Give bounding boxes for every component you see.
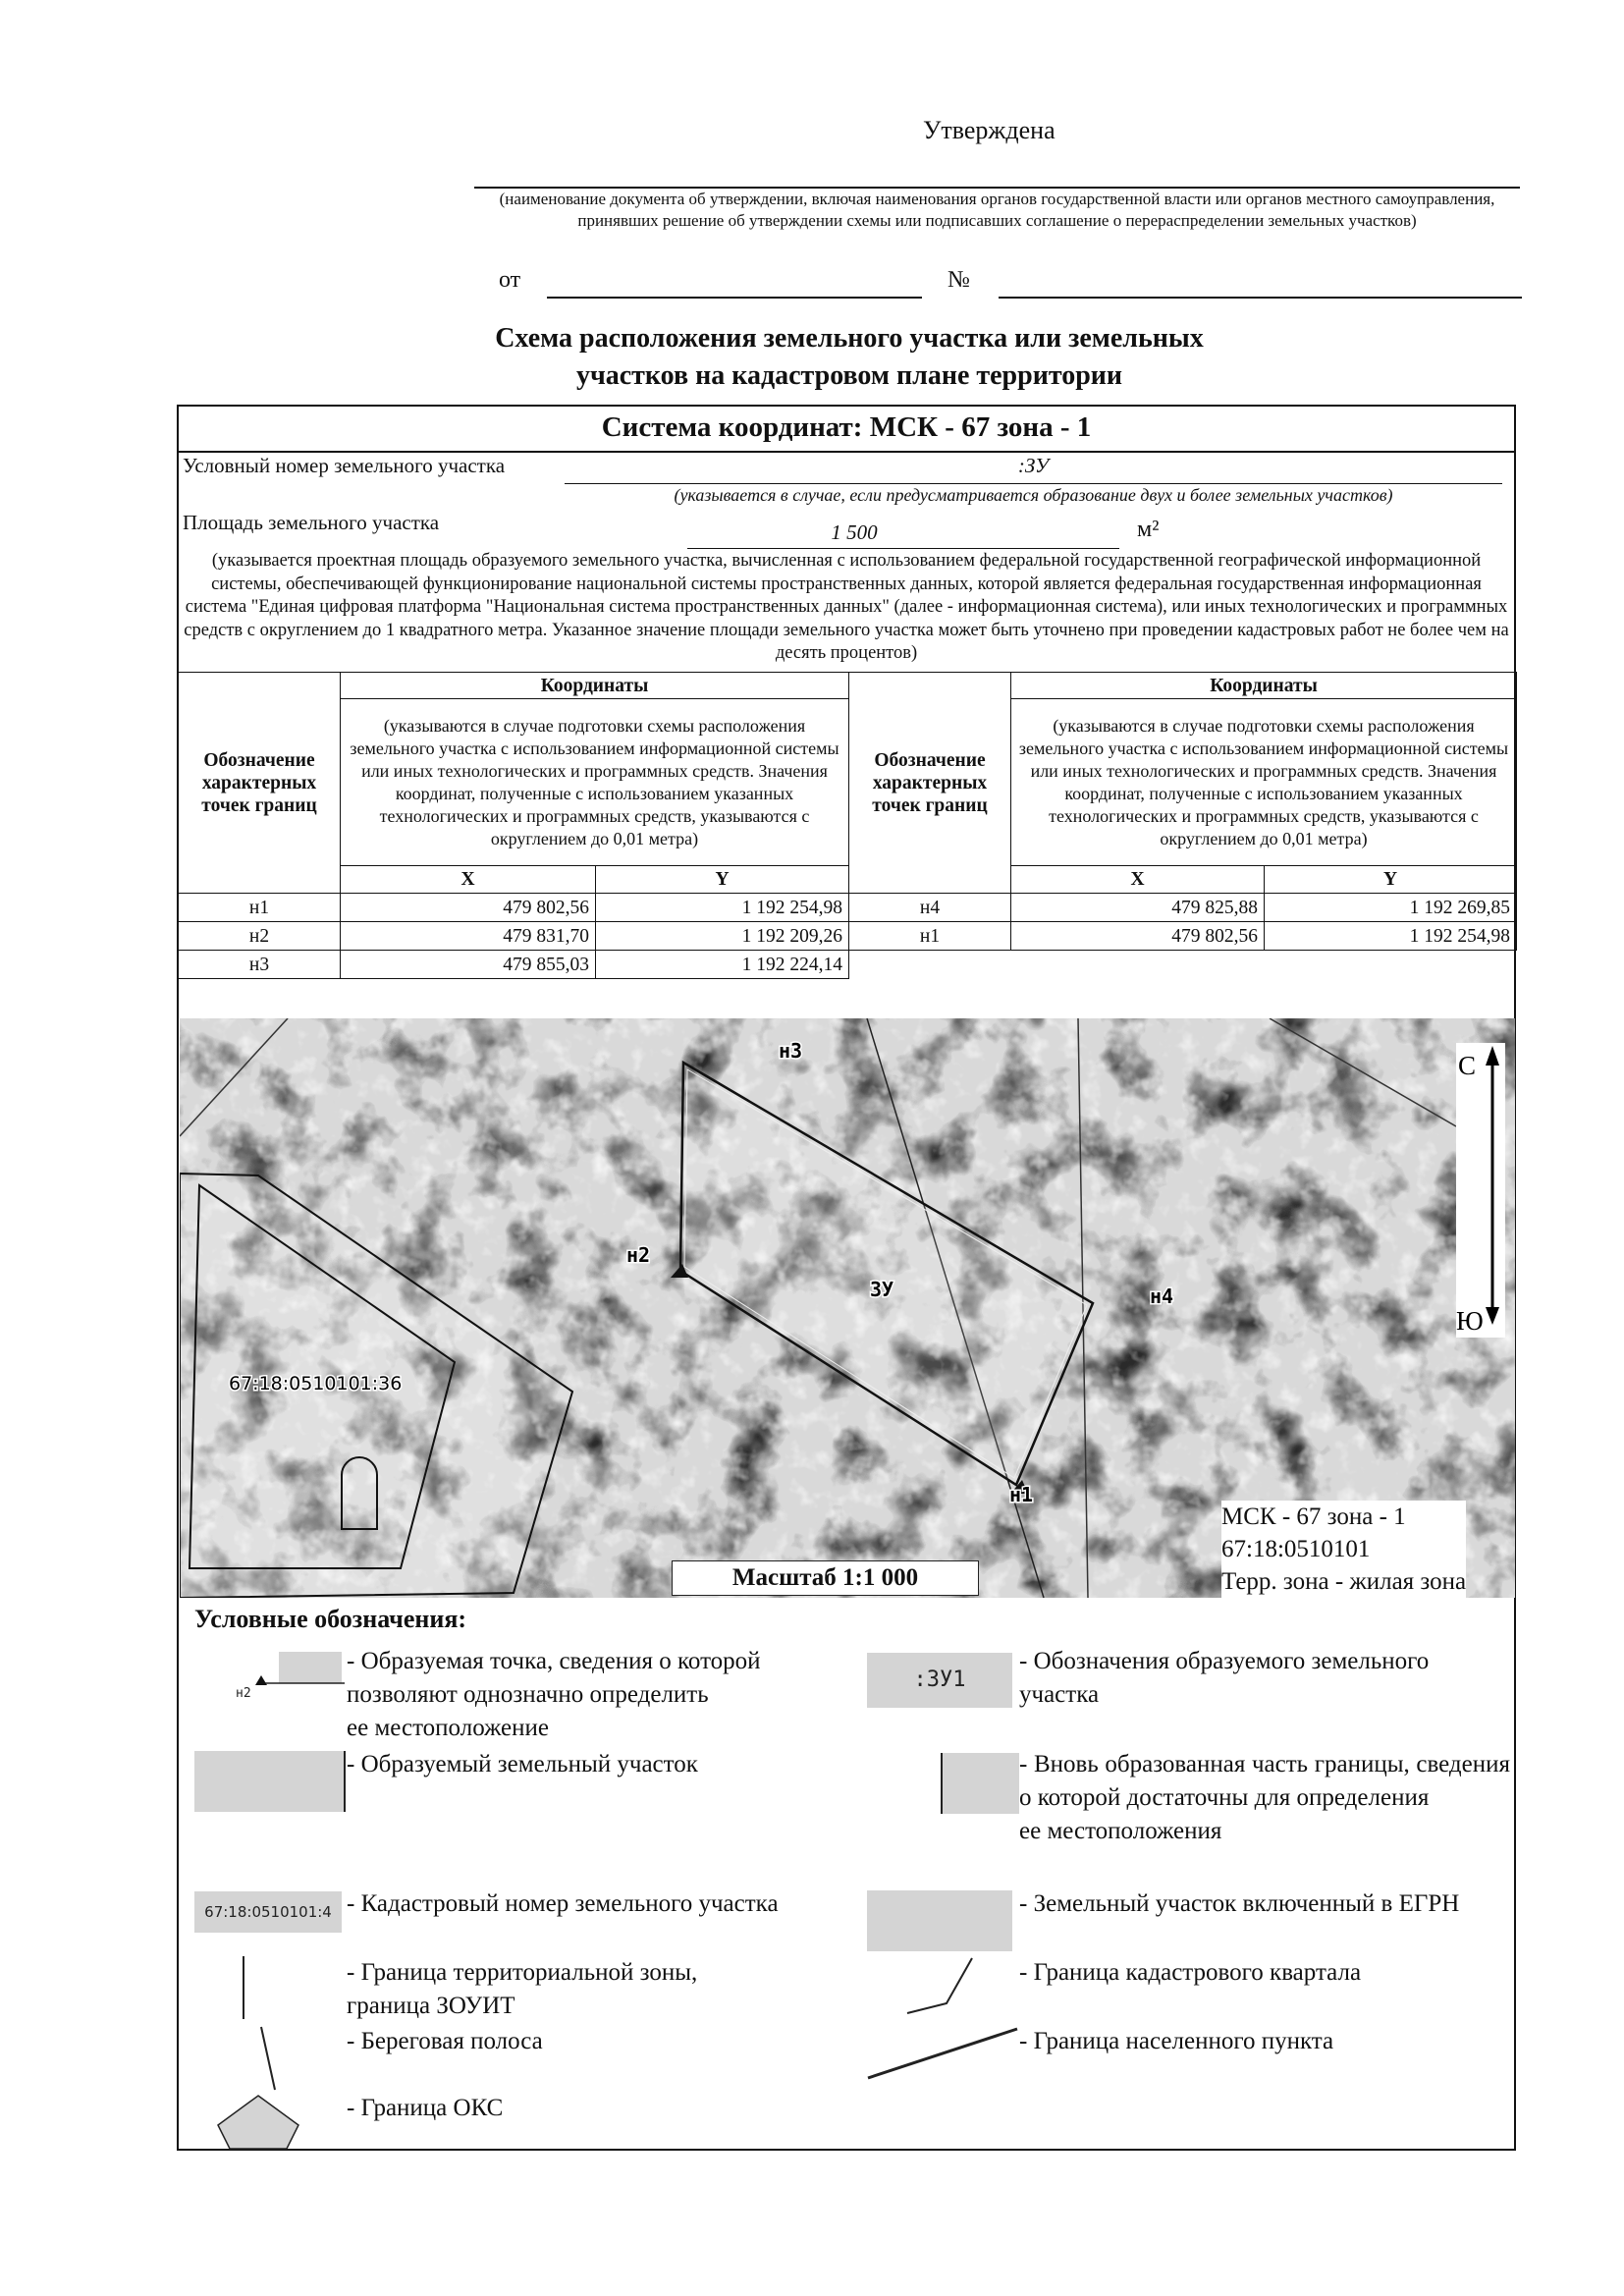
legend-cadastral-swatch: 67:18:0510101:4 — [194, 1891, 342, 1933]
legend-new-border-text-2: ее местоположения — [1019, 1818, 1222, 1844]
point-label-n1: н1 — [1009, 1483, 1034, 1506]
point-cell: н4 — [849, 894, 1011, 922]
legend-designation-text-1: - Обозначения образуемого земельного — [1019, 1648, 1430, 1674]
coords-note: (указываются в случае подготовки схемы расположения земельного участка с использованием информационной системы или иных технологических и программных средств. Значения координат, полученные с использованием указанных технологических и программных средств, указываются с округлением до 0,01 метра) — [1011, 699, 1517, 866]
legend-point-text-2: позволяют однозначно определить — [347, 1681, 709, 1708]
coords-header: Координаты — [341, 673, 849, 699]
y-cell: 1 192 254,98 — [1265, 922, 1517, 951]
north-label: С — [1458, 1051, 1477, 1080]
legend-shore-sample — [257, 2025, 287, 2094]
table-row — [849, 922, 1517, 951]
x-header: X — [1011, 866, 1265, 894]
coordinate-system-title: Система координат: МСК - 67 зона - 1 — [601, 411, 1092, 443]
legend-oks-text: - Граница ОКС — [347, 2095, 504, 2121]
point-cell: н2 — [179, 922, 341, 951]
divider — [179, 451, 1514, 453]
legend-point-sample — [232, 1650, 350, 1699]
map-scale: Масштаб 1:1 000 — [672, 1560, 979, 1596]
conditional-number-note: (указывается в случае, если предусматривается образование двух и более земельных участков) — [674, 485, 1393, 505]
y-cell: 1 192 269,85 — [1265, 894, 1517, 922]
area-line — [687, 548, 1119, 549]
from-label: от — [499, 267, 521, 293]
conditional-number-line — [565, 483, 1502, 484]
parcel-label-zu: ЗУ — [870, 1278, 894, 1301]
point-cell: н1 — [179, 894, 341, 922]
point-header: Обозначение характерных точек границ — [179, 673, 341, 894]
point-header: Обозначение характерных точек границ — [849, 673, 1011, 894]
legend-shore-text: - Береговая полоса — [347, 2028, 543, 2054]
approval-note: (наименование документа об утверждении, включая наименования органов государственной власти или органов местного самоуправления, принявших решение об утверждении схемы или подписавших соглашение о перераспределении земельных участков) — [499, 190, 1495, 230]
x-cell: 479 831,70 — [341, 922, 596, 951]
coords-header: Координаты — [1011, 673, 1517, 699]
table-row — [179, 951, 849, 979]
x-header: X — [341, 866, 596, 894]
table-row — [179, 922, 849, 951]
point-label-n2: н2 — [626, 1243, 651, 1267]
point-label-n3: н3 — [779, 1039, 803, 1063]
legend-egrn-swatch — [867, 1890, 1012, 1951]
point-cell: н1 — [849, 922, 1011, 951]
legend-designation-swatch: :ЗУ1 — [867, 1653, 1012, 1708]
area-label: Площадь земельного участка — [183, 511, 440, 534]
legend-oks-shape — [218, 2096, 298, 2149]
legend-cadastral-text: - Кадастровый номер земельного участка — [347, 1890, 779, 1917]
approved-label: Утверждена — [923, 116, 1056, 144]
legend-egrn-text: - Земельный участок включенный в ЕГРН — [1019, 1890, 1460, 1917]
x-cell: 479 825,88 — [1011, 894, 1265, 922]
x-cell: 479 855,03 — [341, 951, 596, 979]
legend-point-label: н2 — [236, 1686, 251, 1699]
legend-new-border-text-1: - Вновь образованная часть границы, сведения о которой достаточны для определения — [1019, 1751, 1510, 1811]
legend-terr-zone-text — [347, 1956, 838, 2023]
y-header: Y — [1265, 866, 1517, 894]
legend-new-border-swatch — [941, 1753, 1019, 1814]
title-line-1: Схема расположения земельного участка или земельных — [495, 323, 1204, 354]
legend-designation-text-2: участка — [1019, 1681, 1100, 1708]
x-cell: 479 802,56 — [341, 894, 596, 922]
number-label: № — [947, 267, 970, 293]
coords-table-right — [848, 672, 1517, 951]
map-info-quarter: 67:18:0510101 — [1221, 1536, 1371, 1562]
legend-terr-zone-text-1: - Граница территориальной зоны, — [347, 1959, 698, 1986]
document-title — [324, 320, 1375, 395]
date-line — [547, 297, 922, 299]
legend-quarter-sample — [903, 1954, 982, 2017]
legend-point-marker — [255, 1675, 267, 1685]
legend-settlement-line — [868, 2029, 1017, 2078]
legend-oks-sample — [214, 2094, 302, 2151]
map-info-zone: Терр. зона - жилая зона — [1221, 1568, 1467, 1595]
legend-new-border-text — [1019, 1748, 1510, 1848]
legend-settlement-text: - Граница населенного пункта — [1019, 2028, 1334, 2054]
y-header: Y — [596, 866, 849, 894]
number-line — [999, 297, 1522, 299]
legend-terr-zone-text-2: граница ЗОУИТ — [347, 1993, 515, 2019]
legend-point-text — [347, 1645, 857, 1745]
legend-point-text-3: ее местоположение — [347, 1715, 549, 1741]
table-row — [849, 894, 1517, 922]
point-label-n4: н4 — [1150, 1285, 1174, 1308]
legend-point-swatch — [279, 1652, 342, 1683]
legend-designation-text — [1019, 1645, 1510, 1712]
north-arrow-box — [1456, 1043, 1505, 1338]
map-info — [1221, 1501, 1466, 1598]
y-cell: 1 192 209,26 — [596, 922, 849, 951]
title-line-2: участков на кадастровом плане территории — [575, 360, 1123, 391]
legend-parcel-text: - Образуемый земельный участок — [347, 1751, 698, 1777]
legend-title: Условные обозначения: — [194, 1605, 467, 1633]
conditional-number-label: Условный номер земельного участка — [183, 454, 506, 477]
area-note: (указывается проектная площадь образуемого земельного участка, вычисленная с использованием федеральной государственной географической информационной системы, обеспечивающей функционирование национальной системы пространственных данных, которой является федеральная государственная информационная система "Единая цифровая платформа "Национальная система пространственных данных" (далее - информационная система), или иных технологических и программных средств с округлением до 1 квадратного метра. Указанное значение площади земельного участка может быть уточнено при проведении кадастровых работ не более чем на десять процентов) — [184, 551, 1509, 663]
point-cell: н3 — [179, 951, 341, 979]
legend-point-text-1: - Образуемая точка, сведения о которой — [347, 1648, 761, 1674]
coords-note: (указываются в случае подготовки схемы расположения земельного участка с использованием информационной системы или иных технологических и программных средств. Значения координат, полученные с использованием указанных технологических и программных средств, указываются с округлением до 0,01 метра) — [341, 699, 849, 866]
area-value: 1 500 — [831, 520, 878, 544]
table-row — [179, 894, 849, 922]
legend-parcel-swatch — [194, 1751, 346, 1812]
legend-shore-line — [261, 2027, 275, 2090]
legend-quarter-text: - Граница кадастрового квартала — [1019, 1959, 1362, 1986]
y-cell: 1 192 254,98 — [596, 894, 849, 922]
neighbor-cadastral-label: 67:18:0510101:36 — [229, 1373, 403, 1394]
legend-terr-zone-sample — [236, 1954, 255, 2023]
legend-quarter-line — [907, 1958, 972, 2013]
y-cell: 1 192 224,14 — [596, 951, 849, 979]
conditional-number-value: :ЗУ — [1017, 454, 1050, 477]
area-unit: м² — [1137, 517, 1160, 542]
coords-table-left — [178, 672, 849, 979]
south-label: Ю — [1456, 1306, 1484, 1336]
x-cell: 479 802,56 — [1011, 922, 1265, 951]
legend-settlement-sample — [864, 2023, 1021, 2082]
map-info-system: МСК - 67 зона - 1 — [1221, 1503, 1406, 1530]
